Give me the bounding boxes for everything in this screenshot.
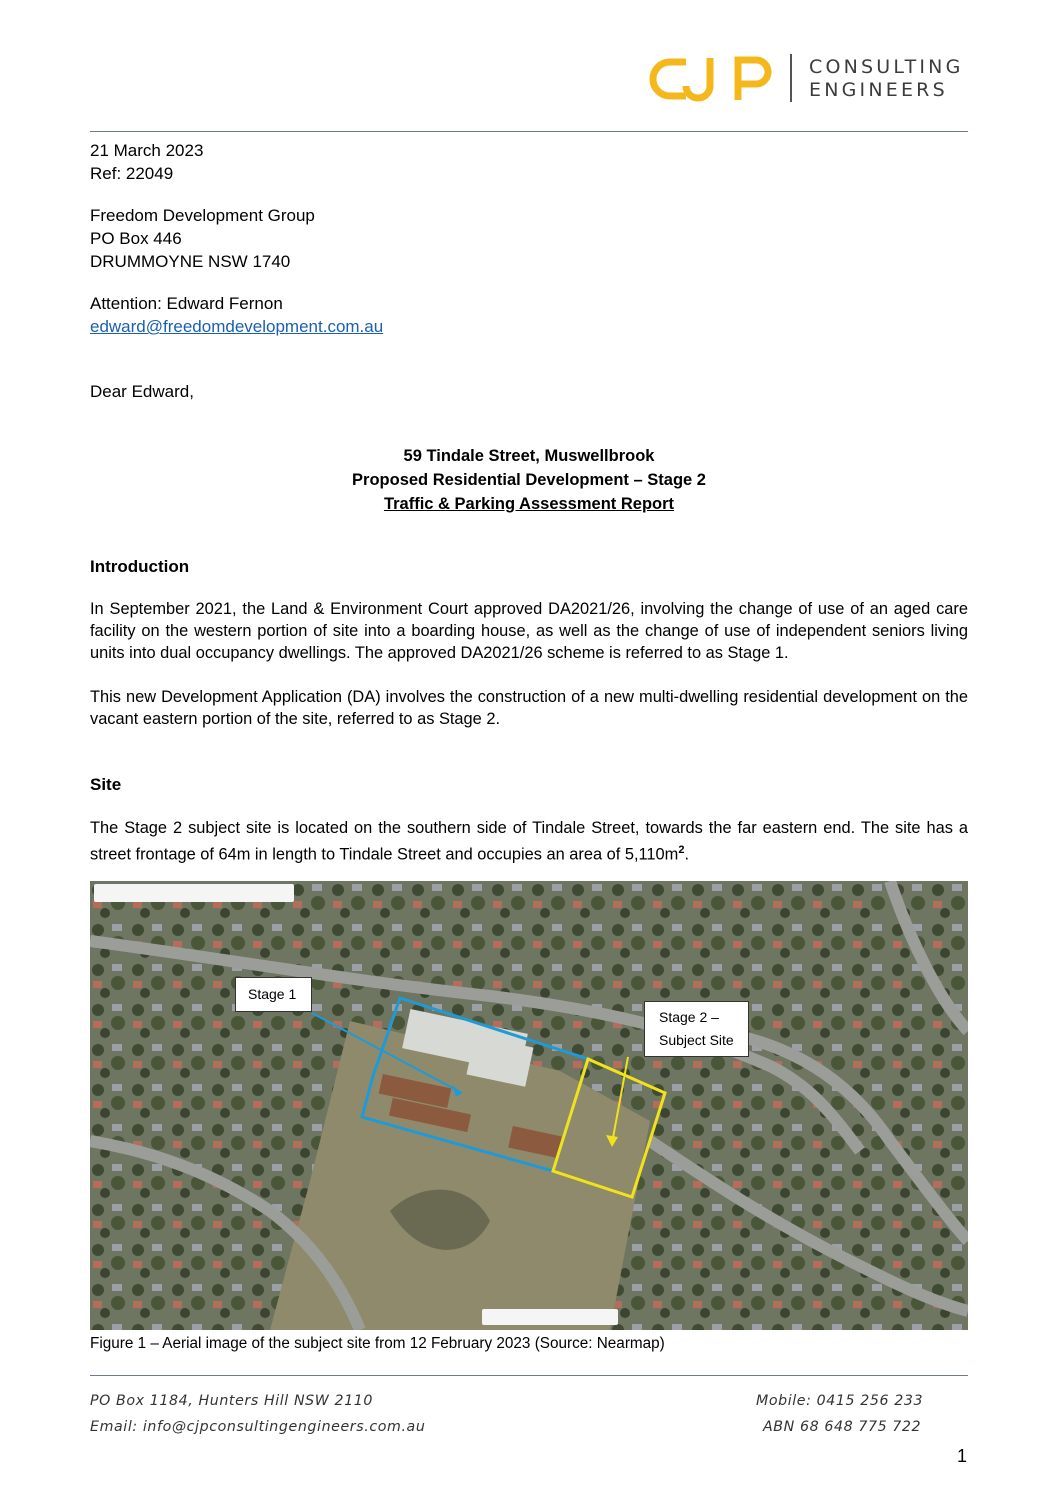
letter-ref: Ref: 22049 bbox=[90, 164, 174, 183]
title-address: 59 Tindale Street, Muswellbrook bbox=[403, 447, 655, 465]
stage2-label-line1: Stage 2 – bbox=[659, 1009, 719, 1025]
company-name-line2: ENGINEERS bbox=[809, 79, 948, 101]
site-para bbox=[90, 817, 968, 865]
site-heading: Site bbox=[90, 775, 122, 794]
footer-abn: ABN 68 648 775 722 bbox=[763, 1419, 922, 1435]
footer-po-box: PO Box 1184, Hunters Hill NSW 2110 bbox=[90, 1393, 374, 1409]
figure-caption: Figure 1 – Aerial image of the subject site from 12 February 2023 (Source: Nearmap) bbox=[90, 1335, 665, 1352]
site-para-end: . bbox=[684, 845, 689, 864]
area-superscript: 2 bbox=[678, 844, 685, 856]
header-rule bbox=[90, 131, 968, 132]
introduction-heading: Introduction bbox=[90, 557, 190, 576]
map-toolbar bbox=[94, 884, 294, 902]
stage2-label-line2: Subject Site bbox=[659, 1032, 734, 1048]
logo-divider bbox=[790, 54, 792, 102]
stage2-label bbox=[644, 1001, 749, 1057]
map-date-bar bbox=[482, 1309, 618, 1325]
recipient-po: PO Box 446 bbox=[90, 229, 182, 248]
stage1-label: Stage 1 bbox=[235, 977, 312, 1012]
footer-email: Email: info@cjpconsultingengineers.com.au bbox=[90, 1419, 426, 1435]
page-number: 1 bbox=[957, 1446, 968, 1466]
title-report: Traffic & Parking Assessment Report bbox=[383, 495, 675, 513]
footer-mobile: Mobile: 0415 256 233 bbox=[756, 1393, 924, 1409]
attention-line: Attention: Edward Fernon bbox=[90, 294, 283, 313]
aerial-image bbox=[90, 881, 968, 1330]
cjp-logo-icon bbox=[648, 54, 774, 104]
letter-date: 21 March 2023 bbox=[90, 141, 204, 160]
site-para-text: The Stage 2 subject site is located on the southern side of Tindale Street, towards the far eastern end. The site has a street frontage of 64m in length to Tindale Street and occupies an area of 5,110m bbox=[90, 819, 968, 864]
company-name bbox=[809, 56, 964, 102]
salutation: Dear Edward, bbox=[90, 382, 194, 401]
recipient-email-link[interactable]: edward@freedomdevelopment.com.au bbox=[90, 317, 384, 336]
introduction-para1: In September 2021, the Land & Environment Court approved DA2021/26, involving the change of use of an aged care facility on the western portion of site into a boarding house, as well as the change of use of independent seniors living units into dual occupancy dwellings. The approved DA2021/26 scheme is referred to as Stage 1. bbox=[90, 600, 968, 662]
title-project: Proposed Residential Development – Stage 2 bbox=[352, 471, 706, 489]
aerial-map-graphic bbox=[90, 881, 968, 1330]
recipient-org: Freedom Development Group bbox=[90, 206, 315, 225]
introduction-para2: This new Development Application (DA) involves the construction of a new multi-dwelling residential development on the vacant eastern portion of the site, referred to as Stage 2. bbox=[90, 688, 968, 728]
footer-rule bbox=[90, 1375, 968, 1376]
company-name-line1: CONSULTING bbox=[809, 56, 964, 78]
recipient-city: DRUMMOYNE NSW 1740 bbox=[90, 252, 291, 271]
